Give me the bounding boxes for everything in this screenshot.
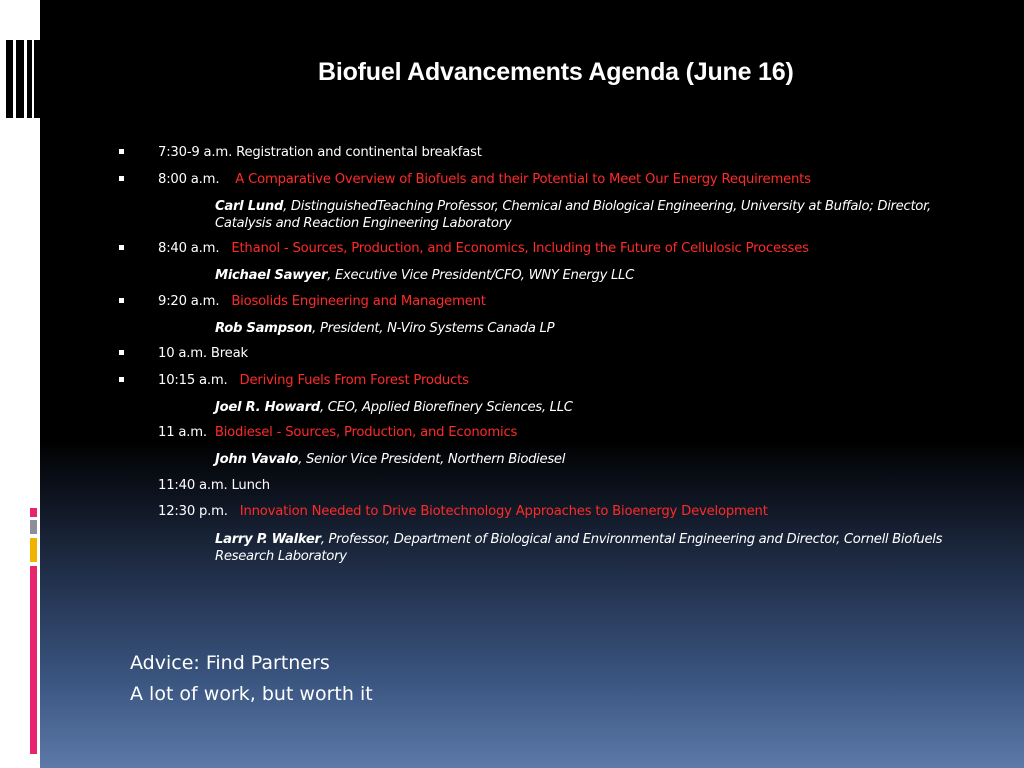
speaker-info [215,320,955,337]
speaker-info [215,451,955,468]
speaker-role: , President, N-Viro Systems Canada LP [312,321,555,336]
page-title: Biofuel Advancements Agenda (June 16) [318,58,794,86]
speaker-name: John Vavalo [215,452,299,467]
talk-title: Biosolids Engineering and Management [231,294,486,309]
agenda-time: 8:40 a.m. [158,241,220,256]
speaker-role: , DistinguishedTeaching Professor, Chemical and Biological Engineering, University at Buffalo; Director, Catalysis and Reaction Engineering Laboratory [215,199,931,231]
talk-title: Deriving Fuels From Forest Products [239,373,469,388]
agenda-time: 10:15 a.m. [158,373,228,388]
agenda-item-registration [158,145,482,160]
talk-title: A Comparative Overview of Biofuels and their Potential to Meet Our Energy Requirements [235,172,811,187]
agenda-time: 11 a.m. [158,425,207,440]
accent-pink-tall [30,566,37,754]
agenda-item-biosolids [158,294,486,309]
speaker-info [215,267,955,284]
agenda-item-forest-products [158,373,469,388]
speaker-info [215,531,955,565]
agenda-item-biofuels-overview [158,172,811,187]
advice-text [130,648,373,710]
advice-line: A lot of work, but worth it [130,683,373,705]
talk-title: Ethanol - Sources, Production, and Economics, Including the Future of Cellulosic Processes [231,241,809,256]
agenda-item-break [158,346,248,361]
agenda-text: Registration and continental breakfast [236,145,482,160]
talk-title: Innovation Needed to Drive Biotechnology Approaches to Bioenergy Development [239,504,768,519]
bullet-icon [119,245,124,250]
bullet-icon [119,176,124,181]
bullet-icon [119,377,124,382]
speaker-name: Michael Sawyer [215,268,328,283]
accent-yellow [30,538,37,562]
speaker-info [215,198,955,232]
agenda-time: 12:30 p.m. [158,504,228,519]
talk-title: Biodiesel - Sources, Production, and Economics [214,425,518,440]
speaker-name: Joel R. Howard [215,400,320,415]
agenda-item-biodiesel [158,425,517,440]
advice-line: Advice: Find Partners [130,652,330,674]
agenda-time: 11:40 a.m. [158,478,228,493]
speaker-role: , Professor, Department of Biological and Environmental Engineering and Director, Cornell Biofuels Research Laboratory [215,532,943,564]
agenda-text: Break [210,346,248,361]
speaker-role: , CEO, Applied Biorefinery Sciences, LLC [319,400,573,415]
agenda-time: 9:20 a.m. [158,294,220,309]
bullet-icon [119,298,124,303]
bullet-icon [119,149,124,154]
agenda-item-ethanol [158,241,809,256]
speaker-info [215,399,955,416]
accent-gray [30,520,37,534]
decorative-bars [6,40,38,120]
speaker-name: Larry P. Walker [215,532,321,547]
agenda-time: 7:30-9 a.m. [158,145,233,160]
speaker-role: , Senior Vice President, Northern Biodiesel [298,452,566,467]
agenda-time: 10 a.m. [158,346,207,361]
speaker-role: , Executive Vice President/CFO, WNY Energy LLC [327,268,635,283]
accent-pink-small [30,508,37,517]
agenda-text: Lunch [231,478,270,493]
agenda-time: 8:00 a.m. [158,172,220,187]
left-decorative-strip [0,0,40,768]
speaker-name: Rob Sampson [215,321,313,336]
agenda-item-biotechnology [158,504,768,519]
agenda-item-lunch [158,478,270,493]
bullet-icon [119,350,124,355]
speaker-name: Carl Lund [215,199,284,214]
